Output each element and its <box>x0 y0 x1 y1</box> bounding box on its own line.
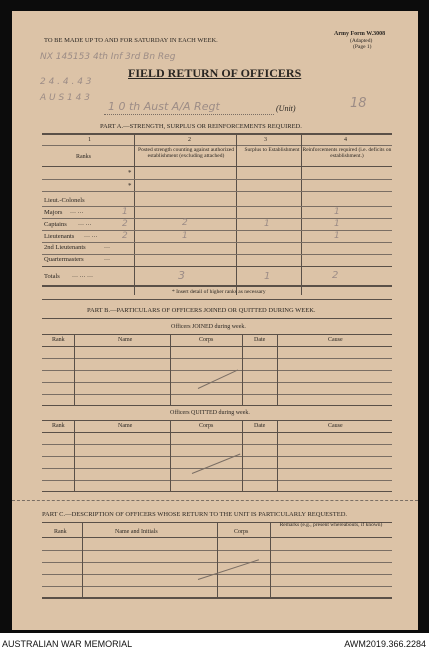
joined-row-rule <box>42 394 392 395</box>
joined-title: Officers JOINED during week. <box>171 324 246 330</box>
part-a-divider-3 <box>301 133 302 295</box>
quitted-col-corps: Corps <box>199 423 214 429</box>
joined-divider <box>242 334 243 405</box>
handwritten-reference-2: 2 4 . 4 . 4 3 <box>40 77 92 87</box>
part-c-divider <box>217 522 218 597</box>
quitted-divider <box>74 420 75 491</box>
joined-row-rule <box>42 370 392 371</box>
rank-dots: … … <box>70 209 84 215</box>
rank-dots: … … <box>78 221 92 227</box>
part-c-col-rank: Rank <box>54 529 67 535</box>
form-number: Army Form W.3008 <box>334 31 386 37</box>
totals-posted: 3 <box>178 269 185 282</box>
col-header-posted: Posted strength counting against authorized establishment (excluding attached) <box>138 147 234 159</box>
handwritten-unit: 1 0 th Aust A/A Regt <box>108 100 220 113</box>
quitted-divider <box>170 420 171 491</box>
row-rule-blank-1 <box>42 179 392 180</box>
joined-col-date: Date <box>254 337 266 343</box>
col-number-4: 4 <box>344 137 347 143</box>
joined-nil-stroke <box>198 369 238 389</box>
part-c-table-bottom <box>42 597 392 599</box>
rank-label: Quartermasters <box>44 256 84 263</box>
joined-divider <box>170 334 171 405</box>
col-header-surplus: Surplus to Establishment <box>244 147 300 153</box>
quitted-header-bottom <box>42 432 392 433</box>
handwritten-unit-number: 18 <box>350 96 367 111</box>
row-rule <box>42 266 392 267</box>
part-a-title: PART A.—STRENGTH, SURPLUS OR REINFORCEMENTS REQUIRED. <box>100 123 302 130</box>
rank-dots: … … <box>84 233 98 239</box>
part-c-divider <box>82 522 83 597</box>
reinforcements-value: 1 <box>334 207 340 217</box>
handwritten-reference-1: NX 145153 4th Inf 3rd Bn Reg <box>40 52 176 62</box>
joined-header-bottom <box>42 346 392 347</box>
col-number-1: 1 <box>88 137 91 143</box>
quitted-table-bottom <box>42 491 392 492</box>
quitted-row-rule <box>42 444 392 445</box>
part-a-end-rule <box>42 299 392 300</box>
posted-value: 1 <box>182 231 188 241</box>
rank-label: Lieut.-Colonels <box>44 197 85 204</box>
joined-row-rule <box>42 382 392 383</box>
archive-footer <box>0 636 429 653</box>
rank-dots: … <box>104 244 110 250</box>
handwritten-reference-3: A U S 1 4 3 <box>40 93 90 103</box>
form-adapted: (Adapted) <box>350 38 373 44</box>
form-title: FIELD RETURN OF OFFICERS <box>128 66 302 80</box>
part-c-col-name: Name and Initials <box>115 529 158 535</box>
part-a-divider-2 <box>236 133 237 295</box>
totals-label: Totals <box>44 273 60 280</box>
part-b-title: PART B.—PARTICULARS OF OFFICERS JOINED OR QUITTED DURING WEEK. <box>87 307 316 314</box>
quitted-row-rule <box>42 456 392 457</box>
quitted-col-rank: Rank <box>52 423 65 429</box>
joined-row-rule <box>42 358 392 359</box>
joined-header-top <box>42 334 392 335</box>
form-paper <box>12 11 418 630</box>
form-instruction: TO BE MADE UP TO AND FOR SATURDAY IN EACH WEEK. <box>44 37 218 44</box>
rank-label: Majors <box>44 209 63 216</box>
rank-label: Captains <box>44 221 67 228</box>
part-c-divider <box>270 522 271 597</box>
col-header-ranks: Ranks <box>76 154 91 160</box>
part-b-rule <box>42 318 392 319</box>
form-page: (Page 1) <box>353 44 372 50</box>
header-rule <box>42 166 392 167</box>
posted-value: 2 <box>182 218 188 228</box>
quitted-row-rule <box>42 468 392 469</box>
joined-col-rank: Rank <box>52 337 65 343</box>
establishment-value: 1 <box>122 207 128 217</box>
quitted-header-top <box>42 420 392 421</box>
rank-dots: … <box>104 256 110 262</box>
reinforcements-value: 1 <box>334 219 340 229</box>
asterisk-1: * <box>128 169 132 177</box>
quitted-divider <box>242 420 243 491</box>
joined-col-corps: Corps <box>199 337 214 343</box>
establishment-value: 2 <box>122 231 128 241</box>
surplus-value: 1 <box>264 219 270 229</box>
quitted-divider <box>277 420 278 491</box>
archive-reference: AWM2019.366.2284 <box>344 639 426 649</box>
row-rule <box>42 254 392 255</box>
part-a-footnote: * Insert detail of higher ranks as necessary <box>172 289 266 295</box>
quitted-title: Officers QUITTED during week. <box>170 410 250 416</box>
joined-col-cause: Cause <box>328 337 343 343</box>
row-rule <box>42 242 392 243</box>
col-number-3: 3 <box>264 137 267 143</box>
rank-label: 2nd Lieutenants <box>44 244 86 251</box>
quitted-col-date: Date <box>254 423 266 429</box>
col-number-2: 2 <box>188 137 191 143</box>
part-c-col-remarks: Remarks (e.g., present whereabouts, if known) <box>279 522 383 528</box>
rank-label: Lieutenants <box>44 233 75 240</box>
joined-divider <box>277 334 278 405</box>
asterisk-2: * <box>128 182 132 190</box>
reinforcements-value: 1 <box>334 231 340 241</box>
fold-line <box>12 500 418 501</box>
unit-label: (Unit) <box>276 104 296 113</box>
totals-dots: … … … <box>72 273 93 279</box>
joined-col-name: Name <box>118 337 133 343</box>
part-a-bottom-rule <box>42 285 392 287</box>
row-rule-blank-2 <box>42 191 392 192</box>
col-number-rule <box>42 145 392 146</box>
quitted-col-cause: Cause <box>328 423 343 429</box>
unit-line <box>104 114 274 115</box>
joined-table-bottom <box>42 405 392 406</box>
joined-divider <box>74 334 75 405</box>
archive-name: AUSTRALIAN WAR MEMORIAL <box>2 639 133 649</box>
part-a-divider-1 <box>134 133 135 295</box>
establishment-value: 2 <box>122 219 128 229</box>
totals-surplus: 1 <box>264 271 271 282</box>
quitted-row-rule <box>42 480 392 481</box>
part-c-col-corps: Corps <box>234 529 249 535</box>
part-c-title: PART C.—DESCRIPTION OF OFFICERS WHOSE RETURN TO THE UNIT IS PARTICULARLY REQUESTED. <box>42 511 348 518</box>
part-a-top-rule <box>42 133 392 135</box>
totals-reinforcements: 2 <box>332 270 339 281</box>
quitted-col-name: Name <box>118 423 133 429</box>
col-header-reinforcements: Reinforcements required (i.e. deficits on establishment.) <box>302 147 392 159</box>
